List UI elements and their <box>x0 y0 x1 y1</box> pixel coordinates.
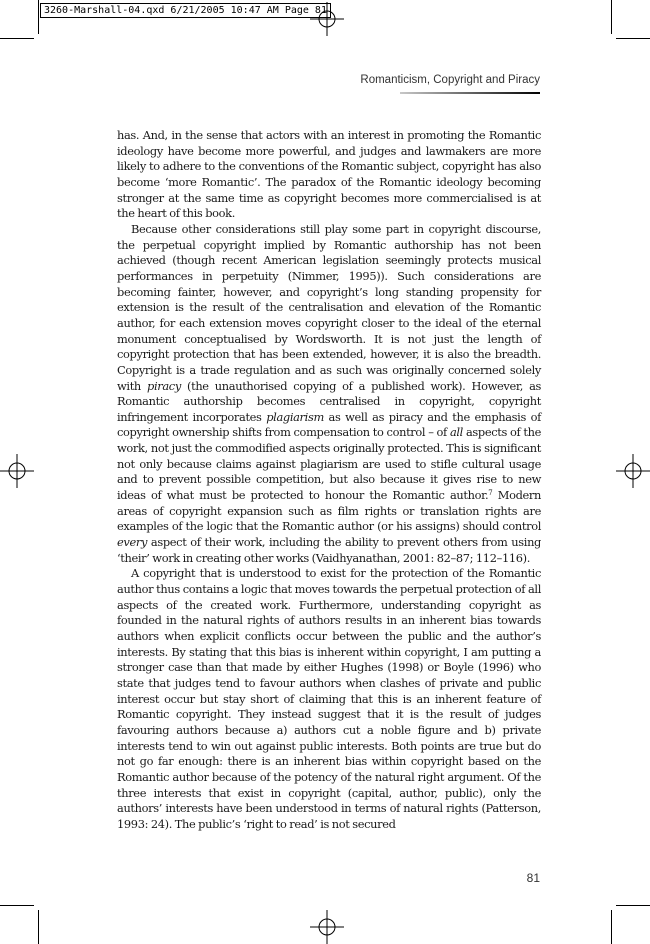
crop-mark <box>616 38 650 39</box>
registration-mark-top <box>310 2 344 36</box>
crop-mark <box>611 0 612 34</box>
crop-mark <box>611 910 612 944</box>
running-head: Romanticism, Copyright and Piracy <box>360 74 540 86</box>
registration-mark-left <box>0 454 34 488</box>
crop-mark <box>616 905 650 906</box>
crop-mark <box>38 910 39 944</box>
registration-mark-right <box>616 454 650 488</box>
emphasis: every <box>117 535 148 550</box>
registration-mark-bottom <box>310 910 344 944</box>
emphasis: all <box>449 425 463 440</box>
crop-mark <box>0 905 34 906</box>
footnote-marker[interactable]: 7 <box>488 489 493 498</box>
text-run: aspect of their work, including the ability to prevent others from using ‘their’ work in creating other works (Vaidhyanathan, 2001: 82–87; 112–116). <box>117 535 541 565</box>
paragraph: has. And, in the sense that actors with an interest in promoting the Romantic ideology have become more powerful, and judges and lawmakers are more likely to adhere to the conventions of the Romantic subject, copyright has also become ‘more Romantic’. The paradox of the Romantic ideology becoming stronger at the same time as copyright becomes more commercialised is at the heart of this book. <box>117 128 541 221</box>
page-number: 81 <box>526 871 540 885</box>
text-run: (the unauthorised copying of a published work). However, as Romantic authorship becomes centralised in copyright, copyright infringement incorporates <box>117 378 541 424</box>
text-run: Modern areas of copyright expansion such as film rights or translation rights are examples of the logic that the Romantic author (or his assigns) should control <box>117 488 541 534</box>
crop-mark <box>0 38 34 39</box>
paragraph <box>117 222 541 566</box>
body-text <box>117 128 541 833</box>
crop-mark <box>38 0 39 34</box>
paragraph: A copyright that is understood to exist for the protection of the Romantic author thus contains a logic that moves towards the perpetual protection of all aspects of the created work. Furthermore, understanding copyright as founded in the natural rights of authors results in an inherent bias towards authors when explicit conflicts occur between the public and the author’s interests. By stating that this bias is inherent within copyright, I am putting a stronger case than that made by either Hughes (1998) or Boyle (1996) who state that judges tend to favour authors when clashes of private and public interest occur but stay short of claiming that this is an inherent feature of Romantic copyright. They instead suggest that it is the result of judges favouring authors because a) authors cut a noble figure and b) private interests tend to win out against public interests. Both points are true but do not go far enough: there is an inherent bias within copyright based on the Romantic author because of the potency of the natural right argument. Of the three interests that exist in copyright (capital, author, public), only the authors’ interests have been understood in terms of natural rights (Patterson, 1993: 24). The public’s ‘right to read’ is not secured <box>117 566 541 831</box>
text-run: Because other considerations still play some part in copyright discourse, the perpetual copyright implied by Romantic authorship has not been achieved (though recent American legislation seemingly protects musical performances in perpetuity (Nimmer, 1995)). Such considerations are becoming fainter, however, and copyright’s long standing propensity for extension is the result of the centralisation and elevation of the Romantic author, for each extension moves copyright closer to the ideal of the eternal monument conceptualised by Wordsworth. It is not just the length of copyright protection that has been extended, however, it is also the breadth. Copyright is a trade regulation and as such was originally concerned solely with <box>117 221 541 393</box>
emphasis: plagiarism <box>266 409 324 424</box>
text-run: as well as piracy and the emphasis of copyright ownership shifts from compensation to control – of <box>117 409 541 440</box>
text-run: aspects of the work, not just the commodified aspects originally protected. This is significant not only because claims against plagiarism are used to stifle cultural usage and to prevent possible competition, but also because it gives rise to new ideas of what must be protected to honour the Romantic author. <box>117 425 541 503</box>
emphasis: piracy <box>147 378 181 393</box>
print-slug: 3260-Marshall-04.qxd 6/21/2005 10:47 AM Page 81 <box>40 3 331 18</box>
running-head-rule <box>400 92 540 94</box>
